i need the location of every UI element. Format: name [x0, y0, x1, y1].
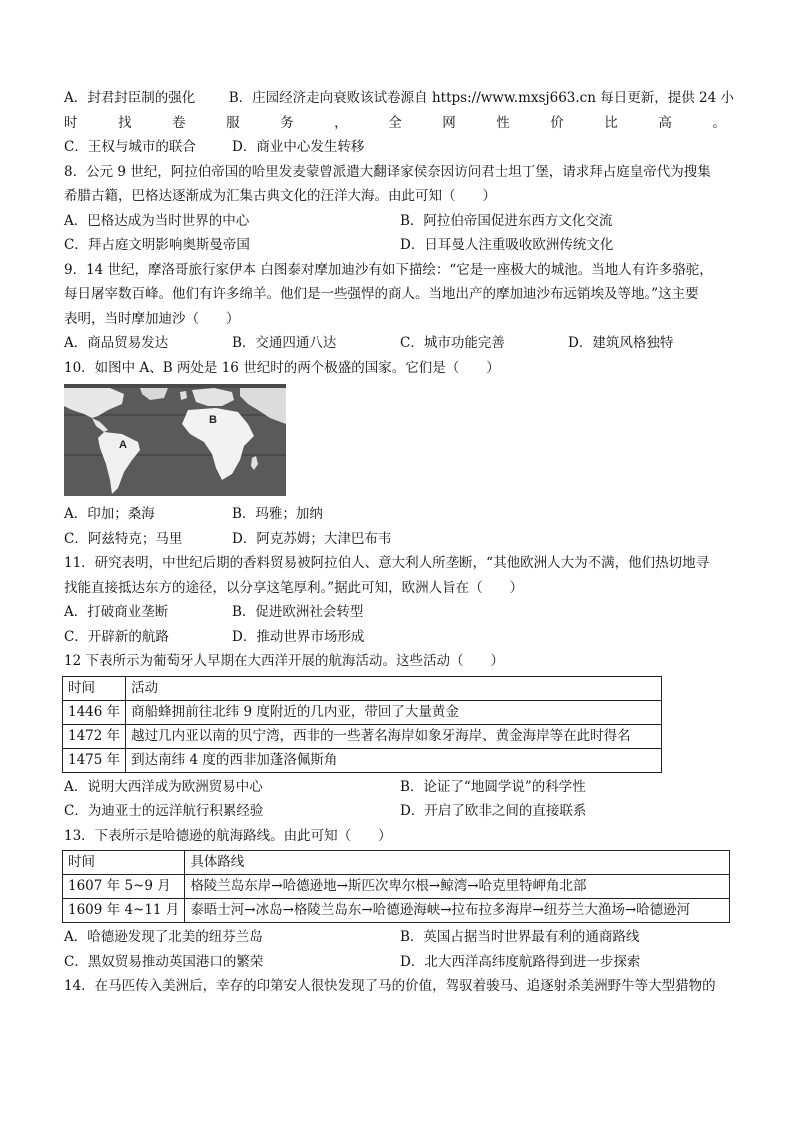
table-header-row	[63, 851, 730, 875]
q14-stem-line-1: 14．在马匹传入美洲后，幸存的印第安人很快发现了马的价值，驾驭着骏马、追逐射杀美洲野牛等大型猎物的	[64, 978, 716, 994]
q7-option-b[interactable]: B．庄园经济走向衰败该试卷源自 https://www.mxsj663.cn 每日更新，提供 24 小	[228, 90, 734, 106]
map-label-b: B	[209, 414, 217, 426]
wrap-char: 比	[604, 114, 618, 131]
wrap-char: 务	[280, 114, 294, 131]
q8-option-a[interactable]: A．巴格达成为当时世界的中心	[64, 212, 250, 229]
table-header-cell: 具体路线	[185, 851, 730, 875]
q8-option-d[interactable]: D．日耳曼人注重吸收欧洲传统文化	[400, 237, 614, 253]
q10-option-c[interactable]: C．阿兹特克；马里	[64, 530, 183, 547]
table-header-cell: 活动	[126, 676, 662, 700]
q12-option-b[interactable]: B．论证了“地圆学说”的科学性	[400, 778, 586, 795]
q8-options-row-1	[64, 209, 734, 234]
q11-option-a[interactable]: A．打破商业垄断	[64, 604, 169, 620]
world-map-image	[64, 384, 286, 496]
map-label-a: A	[119, 439, 127, 451]
table-cell: 泰晤士河→冰岛→格陵兰岛东→哈德逊海峡→拉布拉多海岸→纽芬兰大渔场→哈德逊河	[185, 899, 730, 923]
wrap-char: 高	[658, 114, 672, 131]
table-cell: 1475 年	[63, 748, 126, 772]
wrap-char: 服	[226, 114, 240, 131]
q12-option-a[interactable]: A．说明大西洋成为欧洲贸易中心	[64, 778, 263, 795]
q8-option-b[interactable]: B．阿拉伯帝国促进东西方文化交流	[400, 212, 613, 229]
table-cell: 1609 年 4~11 月	[63, 899, 185, 923]
q9-options-row	[64, 331, 734, 356]
table-cell: 1446 年	[63, 700, 126, 724]
table-row	[63, 700, 662, 724]
q12-options-row-2	[64, 799, 734, 824]
q7-options-row-1	[64, 86, 734, 111]
table-cell: 商船蜂拥前往北纬 9 度附近的几内亚，带回了大量黄金	[126, 700, 662, 724]
q13-table	[62, 850, 730, 923]
q13-option-c[interactable]: C．黑奴贸易推动英国港口的繁荣	[64, 953, 264, 970]
table-header-cell: 时间	[63, 851, 185, 875]
q7-options-row-2	[64, 135, 734, 160]
q11-option-c[interactable]: C．开辟新的航路	[64, 628, 169, 645]
q10-option-a[interactable]: A．印加；桑海	[64, 506, 155, 522]
q10-option-d[interactable]: D．阿克苏姆；大津巴布韦	[232, 530, 392, 547]
q10-stem: 10．如图中 A、B 两处是 16 世纪时的两个极盛的国家。它们是（ ）	[64, 359, 500, 376]
table-cell: 1472 年	[63, 724, 126, 748]
q9-option-d[interactable]: D．建筑风格独特	[568, 335, 674, 351]
table-row	[63, 899, 730, 923]
q10-options-row-2	[64, 527, 734, 552]
q9-option-a[interactable]: A．商品贸易发达	[64, 335, 169, 351]
q12-option-c[interactable]: C．为迪亚士的远洋航行积累经验	[64, 803, 264, 819]
table-cell: 到达南纬 4 度的西非加蓬洛佩斯角	[126, 748, 662, 772]
q8-stem-line-2: 希腊古籍，巴格达逐渐成为汇集古典文化的汪洋大海。由此可知（ ）	[64, 188, 496, 204]
wrap-char: 卷	[172, 114, 186, 131]
q13-option-b[interactable]: B．英国占据当时世界最有利的通商路线	[400, 929, 640, 945]
q7-option-b-wrap	[64, 111, 726, 136]
wrap-char: 性	[496, 114, 510, 131]
q13-options-row-2	[64, 950, 734, 975]
q13-options-row-1	[64, 925, 734, 950]
table-header-cell: 时间	[63, 676, 126, 700]
q12-table	[62, 676, 662, 773]
q8-option-c[interactable]: C．拜占庭文明影响奥斯曼帝国	[64, 237, 250, 253]
q11-options-row-1	[64, 600, 734, 625]
wrap-char: 全	[388, 114, 402, 131]
table-cell: 格陵兰岛东岸→哈德逊地→斯匹次卑尔根→鲸湾→哈克里特岬角北部	[185, 875, 730, 899]
q11-option-b[interactable]: B．促进欧洲社会转型	[232, 604, 364, 620]
q11-option-d[interactable]: D．推动世界市场形成	[232, 628, 365, 645]
q12-option-d[interactable]: D．开启了欧非之间的直接联系	[400, 803, 587, 819]
table-row	[63, 724, 662, 748]
q7-option-c[interactable]: C．王权与城市的联合	[64, 139, 196, 155]
table-header-row	[63, 676, 662, 700]
q10-options-row-1	[64, 502, 734, 527]
q11-stem-line-1: 11．研究表明，中世纪后期的香料贸易被阿拉伯人、意大利人所垄断，“其他欧洲人大为不满，他们热切地寻	[64, 555, 710, 571]
q9-stem-line-2: 每日屠宰数百峰。他们有许多绵羊。他们是一些强悍的商人。当地出产的摩加迪沙布远销埃及等地。”这主要	[64, 286, 699, 302]
q8-stem-line-1: 8．公元 9 世纪，阿拉伯帝国的哈里发麦蒙曾派遣大翻译家侯奈因访问君士坦丁堡，请求拜占庭皇帝代为搜集	[64, 163, 711, 180]
table-cell: 越过几内亚以南的贝宁湾，西非的一些著名海岸如象牙海岸、黄金海岸等在此时得名	[126, 724, 662, 748]
table-row	[63, 875, 730, 899]
q11-stem-line-2: 找能直接抵达东方的途径，以分享这笔厚利。”据此可知，欧洲人旨在（ ）	[64, 579, 524, 596]
q10-option-b[interactable]: B．玛雅；加纳	[232, 506, 323, 522]
q13-stem: 13．下表所示是哈德逊的航海路线。由此可知（ ）	[64, 827, 392, 844]
q13-option-a[interactable]: A．哈德逊发现了北美的纽芬兰岛	[64, 929, 263, 945]
table-row	[63, 748, 662, 772]
q9-stem-line-3: 表明，当时摩加迪沙（ ）	[64, 310, 240, 327]
q9-option-c[interactable]: C．城市功能完善	[400, 335, 505, 351]
q9-option-b[interactable]: B．交通四通八达	[232, 335, 337, 351]
q7-option-d[interactable]: D．商业中心发生转移	[232, 139, 365, 155]
q12-stem: 12 下表所示为葡萄牙人早期在大西洋开展的航海活动。这些活动（ ）	[64, 653, 504, 669]
table-cell: 1607 年 5~9 月	[63, 875, 185, 899]
wrap-char: 网	[442, 114, 456, 131]
q7-option-a[interactable]: A．封君封臣制的强化	[64, 90, 196, 106]
wrap-char: ，	[334, 114, 348, 131]
q8-options-row-2	[64, 233, 734, 258]
q11-options-row-2	[64, 625, 734, 650]
q9-stem-line-1: 9．14 世纪，摩洛哥旅行家伊本 白图泰对摩加迪沙有如下描绘：“它是一座极大的城池。当地人有许多骆驼，	[64, 261, 713, 278]
wrap-char: 找	[118, 114, 132, 131]
wrap-char: 。	[712, 114, 726, 131]
q12-options-row-1	[64, 775, 734, 800]
q13-option-d[interactable]: D．北大西洋高纬度航路得到进一步探索	[400, 953, 641, 970]
exam-page	[64, 86, 734, 999]
wrap-char: 时	[64, 114, 78, 131]
wrap-char: 价	[550, 114, 564, 131]
